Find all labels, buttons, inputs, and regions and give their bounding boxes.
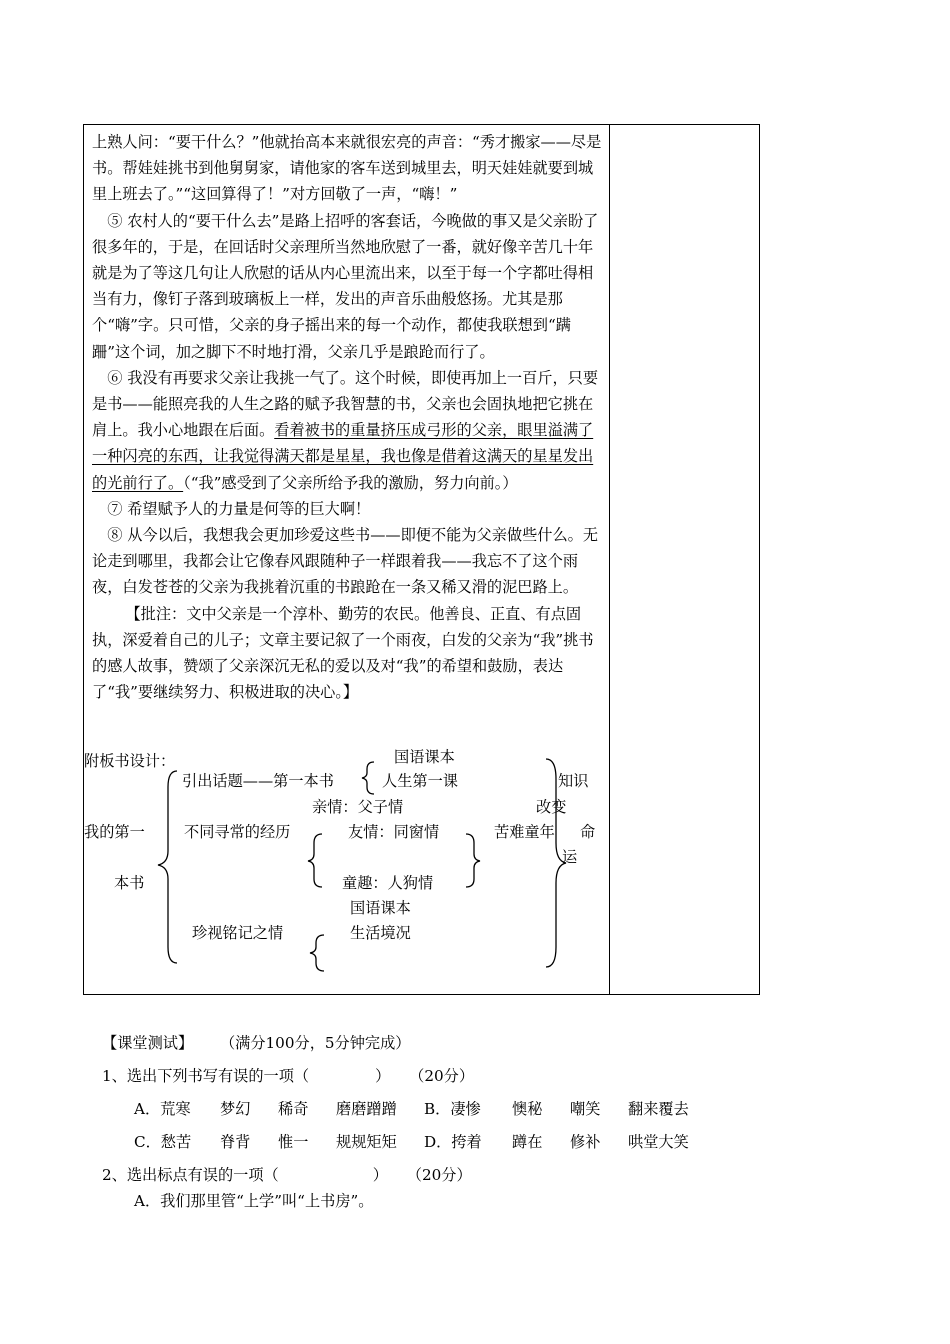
para6-start: ⑥ 我没有再要求父亲让我挑一气了。这个时候，即使再加上一百斤，只要是书——能照亮我的人生之路的赋予我智慧的书，父亲也会固执地把它挑在肩上。我小心地跟在后面。 bbox=[92, 368, 599, 440]
passage-para8: ⑧ 从今以后，我想我会更加珍爱这些书——即便不能为父亲做些什么。无论走到哪里，我都会让它像春风跟随种子一样跟着我——我忘不了这个雨夜，白发苍苍的父亲为我挑着沉重的书踉跄在一条又稀又滑的泥巴路上。 bbox=[92, 526, 599, 597]
q1-text: 1、选出下列书写有误的一项（ bbox=[102, 1067, 310, 1085]
blackboard-design bbox=[84, 748, 596, 973]
q2-score: （20分） bbox=[406, 1166, 472, 1184]
board-branch2-sub2: 友情：同窗情 bbox=[348, 823, 440, 841]
brace-experience-left bbox=[308, 834, 322, 887]
q1-word: 惟一 bbox=[278, 1133, 309, 1151]
board-right-b: 改变 bbox=[536, 798, 567, 816]
board-root-a: 我的第一 bbox=[84, 823, 145, 841]
board-branch1: 引出话题——第一本书 bbox=[182, 772, 334, 790]
q1-options-row1 bbox=[134, 1099, 689, 1119]
test-header: 【课堂测试】 bbox=[102, 1034, 194, 1052]
q1-word: 规规矩矩 bbox=[336, 1133, 397, 1151]
brace-first-book bbox=[362, 762, 374, 794]
board-right-c: 命 bbox=[580, 823, 596, 841]
test-header-note: （满分100分，5分钟完成） bbox=[219, 1034, 411, 1052]
q1-score: （20分） bbox=[409, 1067, 475, 1085]
lesson-table bbox=[83, 124, 760, 995]
board-branch2-sub1: 亲情：父子情 bbox=[312, 798, 404, 816]
board-branch1-sub1: 国语课本 bbox=[394, 748, 455, 766]
para6-note: （“我”感受到了父亲所给予我的激励，努力向前。） bbox=[183, 473, 518, 492]
q1-close: ） bbox=[375, 1067, 391, 1085]
board-branch3: 珍视铭记之情 bbox=[192, 924, 284, 942]
lesson-content-cell bbox=[92, 129, 602, 705]
brace-experience-right bbox=[466, 834, 480, 887]
main-brace bbox=[158, 771, 177, 963]
passage-line1: 上熟人问：“要干什么？”他就抬高本来就很宏亮的声音：“秀才搬家——尽是书。帮娃娃挑书到他舅舅家，请他家的客车送到城里去，明天娃娃就要到城里上班去了。”“这回算得了！”对方回敬了一声，“嗨！” bbox=[92, 133, 602, 204]
q2-text: 2、选出标点有误的一项（ bbox=[102, 1166, 279, 1184]
para6-underlined: 看着被书的重量挤压成弓形的父亲，眼里溢满了一种闪亮的东西，让我觉得满天都是星星，我也像是借着这满天的星星发出的光前行了。 bbox=[92, 421, 594, 492]
board-heading: 附板书设计： bbox=[84, 752, 176, 770]
board-root-b: 本书 bbox=[114, 874, 145, 892]
board-branch2: 不同寻常的经历 bbox=[184, 823, 291, 841]
column-divider bbox=[609, 125, 610, 994]
q1-option-c: C．愁苦 bbox=[134, 1133, 192, 1151]
test-header-line bbox=[102, 1033, 410, 1053]
q1-word: 磨磨蹭蹭 bbox=[336, 1100, 397, 1118]
q1-word: 脊背 bbox=[220, 1133, 251, 1151]
q2-close: ） bbox=[372, 1166, 388, 1184]
q1-word: 稀奇 bbox=[278, 1100, 309, 1118]
q1-option-d: D．挎着 bbox=[424, 1133, 482, 1151]
board-right-d: 运 bbox=[562, 848, 578, 866]
q1-option-a: A．荒寒 bbox=[134, 1100, 191, 1118]
passage-para7: ⑦ 希望赋予人的力量是何等的巨大啊！ bbox=[107, 499, 371, 518]
q1-word: 梦幻 bbox=[220, 1100, 251, 1118]
q1-word: 哄堂大笑 bbox=[628, 1133, 689, 1151]
passage-para5: ⑤ 农村人的“要干什么去”是路上招呼的客套话，今晚做的事又是父亲盼了很多年的，于是，在回话时父亲理所当然地欣慰了一番，就好像辛苦几十年就是为了等这几句让人欣慰的话从内心里流出来，以至于每一个字都吐得相当有力，像钉子落到玻璃板上一样，发出的声音乐曲般悠扬。尤其是那个“嗨”字。只可惜，父亲的身子摇出来的每一个动作，都使我联想到“蹒跚”这个词，加之脚下不时地打滑，父亲几乎是踉跄而行了。 bbox=[92, 211, 599, 361]
board-branch2-result: 苦难童年 bbox=[494, 823, 555, 841]
question-1 bbox=[102, 1066, 474, 1086]
q1-word: 蹲在 bbox=[512, 1133, 543, 1151]
passage-para6 bbox=[92, 365, 602, 496]
q1-word: 修补 bbox=[570, 1133, 601, 1151]
board-branch3-sub1: 国语课本 bbox=[350, 899, 411, 917]
q1-word: 嘲笑 bbox=[570, 1100, 601, 1118]
q2-option-a: A．我们那里管“上学”叫“上书房”。 bbox=[134, 1192, 374, 1210]
q1-option-b: B．凄惨 bbox=[424, 1100, 481, 1118]
brace-cherish bbox=[310, 935, 324, 971]
board-branch1-sub2: 人生第一课 bbox=[382, 772, 458, 790]
passage-annotation: 【批注：文中父亲是一个淳朴、勤劳的农民。他善良、正直、有点固执，深爱着自己的儿子；文章主要记叙了一个雨夜，白发的父亲为“我”挑书的感人故事，赞颂了父亲深沉无私的爱以及对“我”的希望和鼓励，表达了“我”要继续努力、积极进取的决心。】 bbox=[92, 604, 594, 702]
board-right-a: 知识 bbox=[558, 772, 589, 790]
board-branch3-sub2: 生活境况 bbox=[350, 924, 411, 942]
board-branch2-sub3: 童趣：人狗情 bbox=[342, 874, 434, 892]
question-2 bbox=[102, 1165, 472, 1185]
q1-options-row2 bbox=[134, 1132, 689, 1152]
board-braces bbox=[84, 751, 594, 973]
q1-word: 懊秘 bbox=[512, 1100, 543, 1118]
q1-word: 翻来覆去 bbox=[628, 1100, 689, 1118]
